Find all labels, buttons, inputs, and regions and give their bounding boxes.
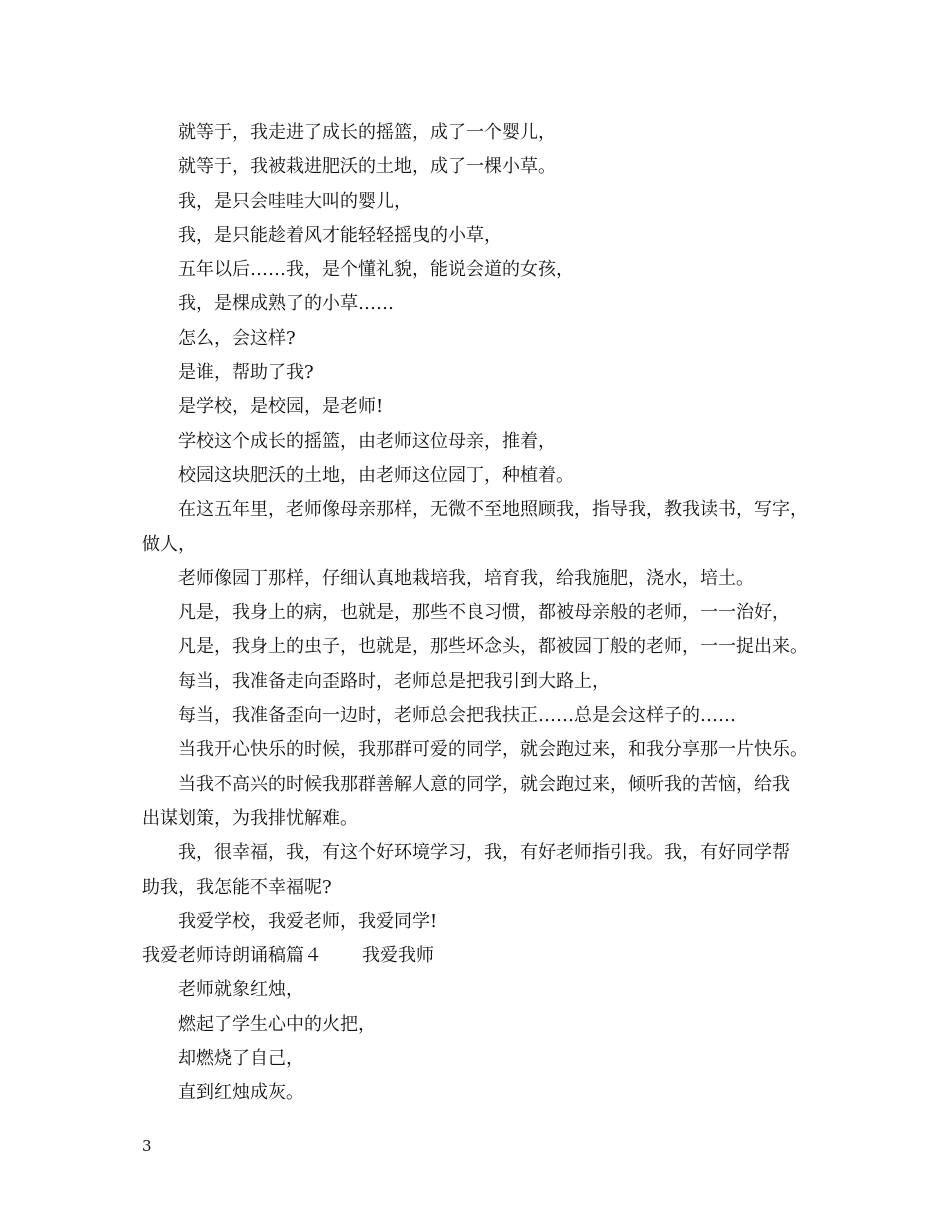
poem-line: 老师就象红烛，	[178, 979, 304, 1001]
poem-line: 却燃烧了自己，	[178, 1048, 304, 1070]
text-line: 凡是，我身上的虫子，也就是，那些坏念头，都被园丁般的老师，一一捉出来。	[178, 636, 808, 658]
text-line: 凡是，我身上的病，也就是，那些不良习惯，都被母亲般的老师，一一治好，	[178, 602, 790, 624]
document-body	[142, 116, 814, 1111]
prose-lines	[142, 116, 814, 939]
text-line: 我，是只能趁着风才能轻轻摇曳的小草，	[178, 224, 502, 246]
text-line: 校园这块肥沃的土地，由老师这位园丁，种植着。	[178, 464, 574, 486]
text-line: 做人，	[142, 533, 196, 555]
text-line: 我，是只会哇哇大叫的婴儿，	[178, 190, 412, 212]
text-line: 当我不高兴的时候我那群善解人意的同学，就会跑过来，倾听我的苦恼，给我	[178, 773, 790, 795]
section-subtitle: 我爱我师	[362, 945, 434, 967]
text-line: 是学校，是校园，是老师!	[178, 396, 384, 418]
text-line: 就等于，我走进了成长的摇篮，成了一个婴儿，	[178, 122, 556, 143]
text-line: 每当，我准备歪向一边时，老师总会把我扶正……总是会这样子的……	[178, 705, 736, 727]
text-line: 五年以后……我，是个懂礼貌，能说会道的女孩，	[178, 259, 574, 281]
text-line: 学校这个成长的摇篮，由老师这位母亲，推着，	[178, 430, 556, 452]
poem-line: 燃起了学生心中的火把，	[178, 1013, 376, 1035]
text-line: 就等于，我被栽进肥沃的土地，成了一棵小草。	[178, 156, 556, 178]
text-line: 我，很幸福，我，有这个好环境学习，我，有好老师指引我。我，有好同学帮	[178, 842, 790, 864]
text-line: 当我开心快乐的时候，我那群可爱的同学，就会跑过来，和我分享那一片快乐。	[178, 739, 808, 761]
poem-lines	[142, 973, 814, 1110]
text-line: 出谋划策，为我排忧解难。	[142, 807, 358, 829]
text-line: 每当，我准备走向歪路时，老师总是把我引到大路上，	[178, 670, 610, 692]
text-line: 我，是棵成熟了的小草……	[178, 293, 394, 315]
text-line: 怎么，会这样?	[178, 327, 296, 349]
text-line: 是谁，帮助了我?	[178, 362, 314, 384]
section-heading	[142, 939, 814, 973]
poem-line: 直到红烛成灰。	[178, 1082, 304, 1104]
text-line: 我爱学校，我爱老师，我爱同学!	[178, 910, 438, 932]
section-title: 我爱老师诗朗诵稿篇４	[142, 945, 322, 967]
text-line: 老师像园丁那样，仔细认真地栽培我，培育我，给我施肥，浇水，培土。	[178, 567, 754, 589]
text-line: 在这五年里，老师像母亲那样，无微不至地照顾我，指导我，教我读书，写字，	[178, 499, 808, 521]
page-number: 3	[142, 1137, 152, 1155]
text-line: 助我，我怎能不幸福呢?	[142, 876, 332, 898]
